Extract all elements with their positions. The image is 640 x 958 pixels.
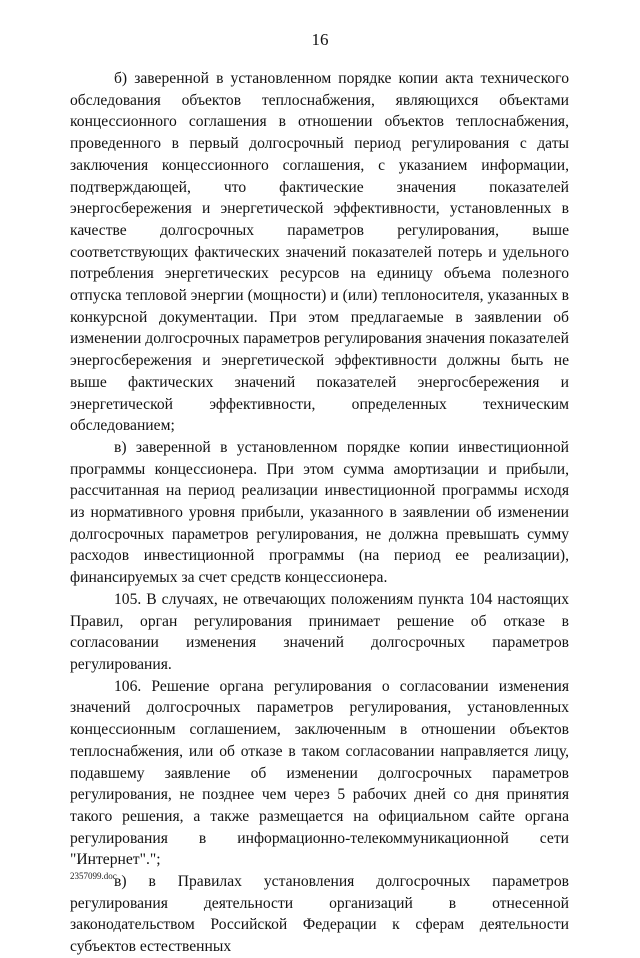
document-body <box>70 68 569 958</box>
paragraph-v-rules: в) в Правилах установления долгосрочных параметров регулирования деятельности организаций в отнесенной законодательством Российской Федерации к сферам деятельности субъектов естественных <box>70 873 569 956</box>
page-number: 16 <box>311 30 329 49</box>
paragraph-b: б) заверенной в установленном порядке копии акта технического обследования объектов теплоснабжения, являющихся объектами концессионного соглашения в отношении объектов теплоснабжения, проведенного в первый долгосрочный период регулирования с даты заключения концессионного соглашения, с указанием информации, подтверждающей, что фактические значения показателей энергосбережения и энергетической эффективности, установленных в качестве долгосрочных параметров регулирования, выше соответствующих фактических значений показателей потерь и удельного потребления энергетических ресурсов на единицу объема полезного отпуска тепловой энергии (мощности) и (или) теплоносителя, указанных в конкурсной документации. При этом предлагаемые в заявлении об изменении долгосрочных параметров регулирования значения показателей энергосбережения и энергетической эффективности должны быть не выше фактических значений показателей энергосбережения и энергетической эффективности, определенных техническим обследованием; <box>70 70 569 435</box>
paragraph-v: в) заверенной в установленном порядке копии инвестиционной программы концессионера. При этом сумма амортизации и прибыли, рассчитанная на период реализации инвестиционной программы исходя из нормативного уровня прибыли, указанного в заявлении об изменении долгосрочных параметров регулирования, не должна превышать сумму расходов инвестиционной программы (на период ее реализации), финансируемых за счет средств концессионера. <box>70 438 569 587</box>
footer-filename: 2357099.doc <box>70 871 117 881</box>
paragraph-105: 105. В случаях, не отвечающих положениям пункта 104 настоящих Правил, орган регулирования принимает решение об отказе в согласовании изменения значений долгосрочных параметров регулирования. <box>70 590 569 673</box>
paragraph-106: 106. Решение органа регулирования о согласовании изменения значений долгосрочных параметров регулирования, установленных концессионным соглашением, заключенным в отношении объектов теплоснабжения, или об отказе в таком согласовании направляется лицу, подавшему заявление об изменении долгосрочных параметров регулирования, не позднее чем через 5 рабочих дней со дня принятия такого решения, а также размещается на официальном сайте органа регулирования в информационно-телекоммуникационной сети "Интернет"."; <box>70 677 569 869</box>
